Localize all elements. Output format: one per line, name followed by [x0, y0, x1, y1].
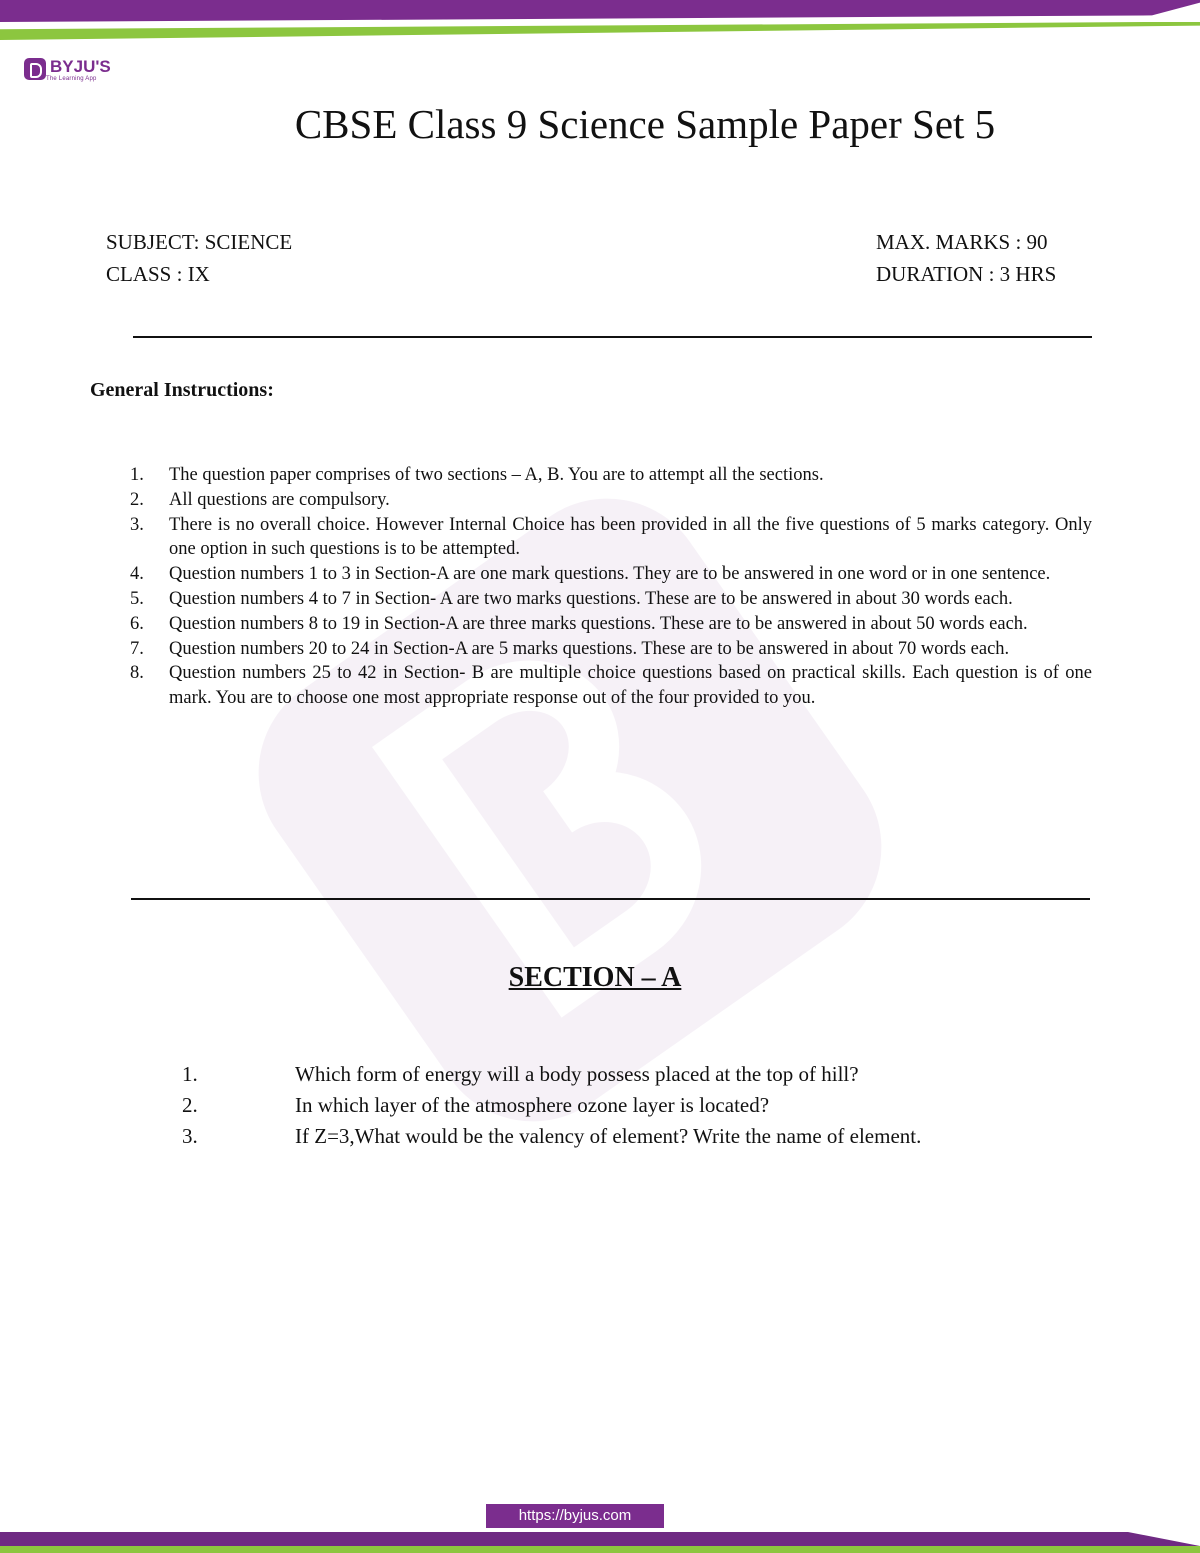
logo-tagline: The Learning App — [46, 76, 97, 82]
question-text: In which layer of the atmosphere ozone layer is located? — [295, 1093, 770, 1117]
question-number: 2. — [182, 1093, 198, 1117]
page-title: CBSE Class 9 Science Sample Paper Set 5 — [294, 101, 996, 147]
section-heading: SECTION – A — [508, 962, 682, 993]
item-text: Question numbers 20 to 24 in Section-A are 5 marks questions. These are to be answered in about 70 words each. — [169, 638, 1010, 659]
divider-bottom — [131, 898, 1090, 900]
item-number: 6. — [130, 613, 144, 634]
byjus-logo — [24, 58, 111, 88]
question-item — [182, 1121, 921, 1152]
item-number: 7. — [130, 638, 144, 659]
question-text: Which form of energy will a body possess placed at the top of hill? — [295, 1062, 859, 1086]
question-number: 1. — [182, 1062, 198, 1086]
header-bar-purple — [0, 0, 1200, 22]
item-number: 1. — [130, 465, 144, 485]
item-text: There is no overall choice. However Internal Choice has been provided in all the five questions of 5 marks category. Only one option in such questions is to be attempted. — [169, 514, 1092, 560]
item-number: 5. — [130, 588, 144, 609]
instructions-list — [130, 463, 1092, 711]
footer-bar-purple — [0, 1532, 1200, 1546]
item-text: All questions are compulsory. — [169, 489, 390, 510]
item-text: Question numbers 8 to 19 in Section-A are three marks questions. These are to be answered in about 50 words each. — [169, 613, 1028, 634]
byjus-logo-icon — [24, 58, 46, 80]
item-text: Question numbers 1 to 3 in Section-A are one mark questions. They are to be answered in one word or in one sentence. — [169, 564, 1051, 585]
meta-right — [876, 226, 1056, 290]
list-item — [130, 661, 1092, 711]
footer-url-link[interactable]: https://byjus.com — [486, 1504, 664, 1528]
question-text: If Z=3,What would be the valency of element? Write the name of element. — [295, 1124, 922, 1148]
item-number: 8. — [130, 663, 144, 684]
footer-bar-green — [0, 1546, 1200, 1553]
divider-top — [133, 336, 1092, 338]
max-marks-label: MAX. MARKS : 90 — [876, 230, 1048, 254]
list-item — [130, 562, 1092, 587]
item-number: 2. — [130, 489, 144, 510]
list-item — [130, 463, 1092, 488]
header-bar-green — [0, 22, 1200, 40]
item-text: Question numbers 4 to 7 in Section- A are two marks questions. These are to be answered in about 30 words each. — [169, 588, 1013, 609]
meta-left — [106, 226, 292, 290]
question-number: 3. — [182, 1124, 198, 1148]
class-label: CLASS : IX — [106, 262, 210, 286]
general-instructions-heading: General Instructions: — [90, 379, 274, 401]
list-item — [130, 612, 1092, 637]
item-text: The question paper comprises of two sections – A, B. You are to attempt all the sections. — [169, 465, 824, 485]
duration-label: DURATION : 3 HRS — [876, 262, 1057, 286]
question-item — [182, 1090, 921, 1121]
list-item — [130, 587, 1092, 612]
subject-label: SUBJECT: SCIENCE — [106, 230, 293, 254]
item-text: Question numbers 25 to 42 in Section- B are multiple choice questions based on practical skills. Each question is of one mark. You are to choose one most appropriate response out of the four provided to you. — [169, 663, 1092, 709]
item-number: 4. — [130, 564, 144, 585]
list-item — [130, 488, 1092, 513]
logo-text: BYJU'S — [50, 57, 111, 76]
list-item — [130, 637, 1092, 662]
questions-list — [182, 1059, 921, 1152]
list-item — [130, 513, 1092, 563]
question-item — [182, 1059, 921, 1090]
item-number: 3. — [130, 514, 144, 535]
